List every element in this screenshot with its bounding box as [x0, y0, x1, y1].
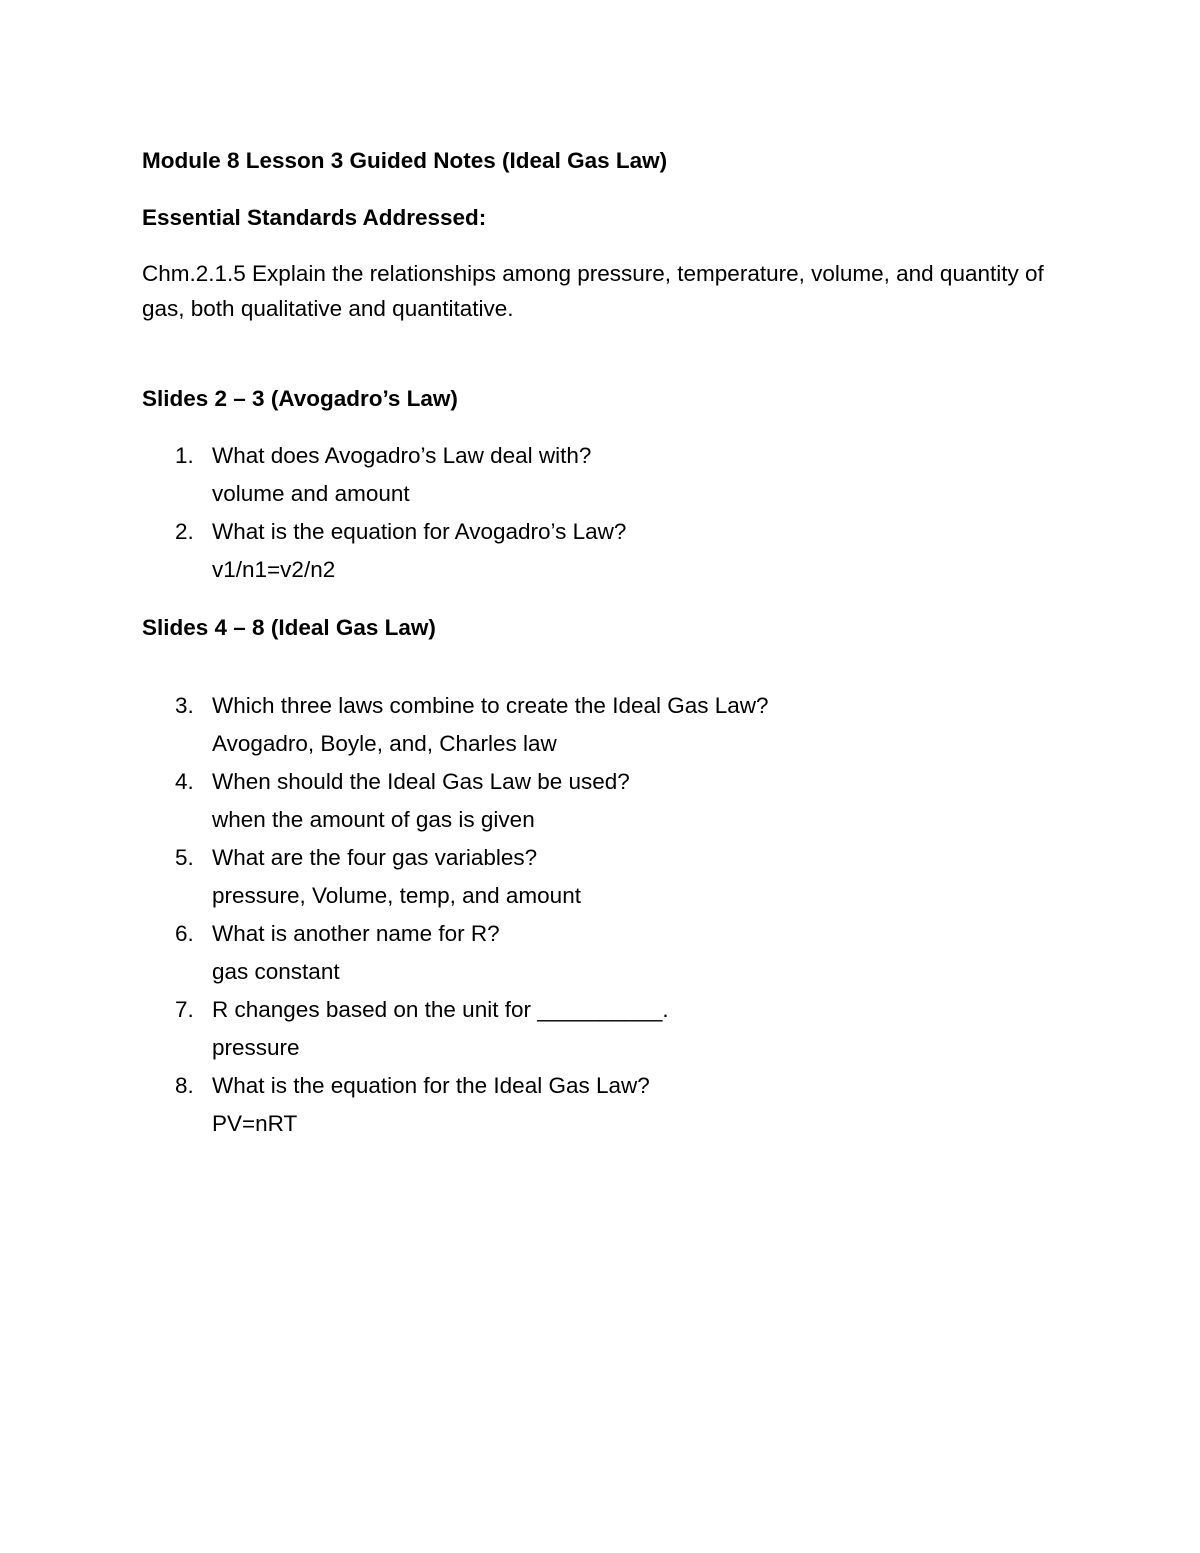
- question-text: What is the equation for Avogadro’s Law?: [212, 519, 627, 544]
- document-title: Module 8 Lesson 3 Guided Notes (Ideal Gas Law): [142, 148, 668, 173]
- standards-heading: Essential Standards Addressed:: [142, 205, 487, 230]
- question-text: What does Avogadro’s Law deal with?: [212, 443, 592, 468]
- section-heading-ideal-gas-law: Slides 4 – 8 (Ideal Gas Law): [142, 615, 436, 640]
- answer-text: volume and amount: [212, 481, 410, 506]
- question-item: [142, 763, 1062, 839]
- answer-text: Avogadro, Boyle, and, Charles law: [212, 731, 557, 756]
- question-text: R changes based on the unit for __________.: [212, 997, 669, 1022]
- question-list-ideal-gas-law: [142, 687, 1062, 1143]
- document-body: [142, 142, 1062, 1143]
- question-text: What is another name for R?: [212, 921, 500, 946]
- question-item: [142, 513, 1062, 589]
- question-number: 4.: [175, 769, 194, 794]
- question-item: [142, 1067, 1062, 1143]
- question-item: [142, 839, 1062, 915]
- question-number: 2.: [175, 519, 194, 544]
- section-heading-avogadro: Slides 2 – 3 (Avogadro’s Law): [142, 386, 458, 411]
- question-number: 6.: [175, 921, 194, 946]
- answer-text: gas constant: [212, 959, 340, 984]
- answer-text: when the amount of gas is given: [212, 807, 535, 832]
- question-number: 7.: [175, 997, 194, 1022]
- question-text: What is the equation for the Ideal Gas Law?: [212, 1073, 650, 1098]
- answer-text: pressure: [212, 1035, 300, 1060]
- answer-text: v1/n1=v2/n2: [212, 557, 336, 582]
- answer-text: PV=nRT: [212, 1111, 298, 1136]
- question-number: 3.: [175, 693, 194, 718]
- question-text: Which three laws combine to create the Ideal Gas Law?: [212, 693, 769, 718]
- question-list-avogadro: [142, 437, 1062, 589]
- question-text: What are the four gas variables?: [212, 845, 538, 870]
- question-item: [142, 437, 1062, 513]
- question-number: 8.: [175, 1073, 194, 1098]
- question-number: 5.: [175, 845, 194, 870]
- question-item: [142, 687, 1062, 763]
- question-number: 1.: [175, 443, 194, 468]
- question-text: When should the Ideal Gas Law be used?: [212, 769, 630, 794]
- standard-text: Chm.2.1.5 Explain the relationships among pressure, temperature, volume, and quantity of gas, both qualitative and quantitative.: [142, 261, 1044, 321]
- question-item: [142, 991, 1062, 1067]
- question-item: [142, 915, 1062, 991]
- answer-text: pressure, Volume, temp, and amount: [212, 883, 581, 908]
